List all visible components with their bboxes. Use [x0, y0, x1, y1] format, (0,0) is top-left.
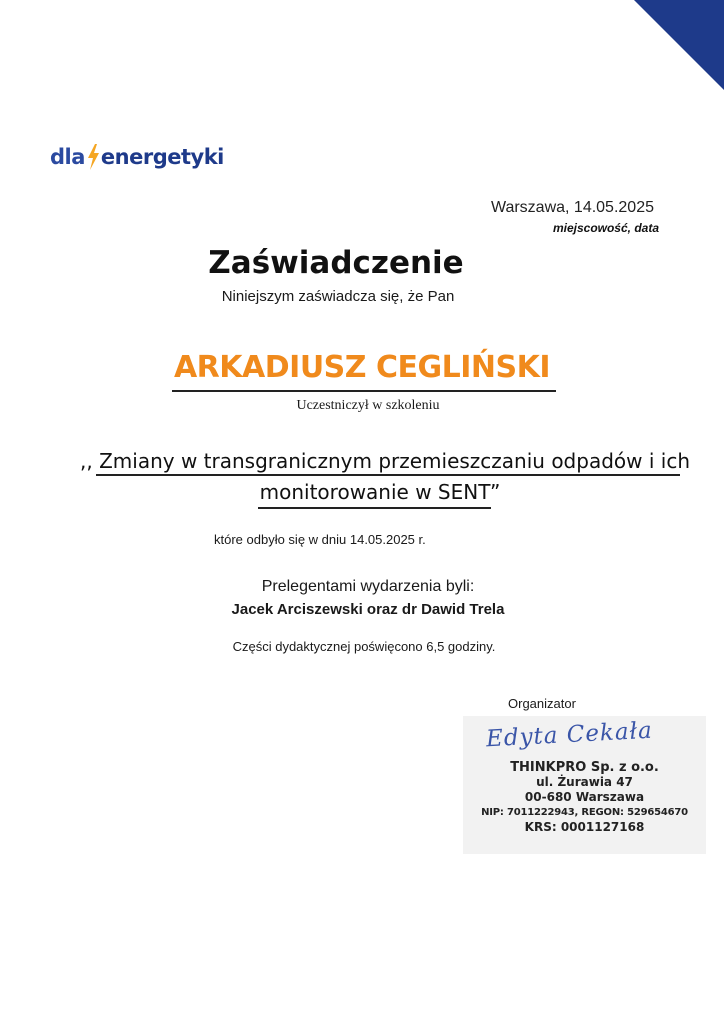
- logo: [50, 140, 224, 174]
- training-topic-line2: monitorowanie w SENT”: [259, 480, 501, 504]
- training-topic-line1: ,, Zmiany w transgranicznym przemieszczaniu odpadów i ich: [80, 449, 690, 473]
- place-date: Warszawa, 14.05.2025: [490, 199, 654, 216]
- held-on-date: które odbyło się w dniu 14.05.2025 r.: [214, 532, 426, 547]
- topic-underline-1: [96, 474, 680, 476]
- intro-text: Niniejszym zaświadcza się, że Pan: [221, 288, 455, 305]
- document-title: Zaświadczenie: [208, 245, 464, 281]
- stamp-company: THINKPRO Sp. z o.o.: [510, 760, 659, 775]
- training-hours: Części dydaktycznej poświęcono 6,5 godziny.: [232, 639, 496, 654]
- stamp-text: [463, 760, 706, 835]
- place-date-label: miejscowość, data: [552, 221, 659, 235]
- speakers-label: Prelegentami wydarzenia byli:: [261, 578, 475, 595]
- speakers-names: Jacek Arciszewski oraz dr Dawid Trela: [231, 601, 505, 618]
- participant-name: ARKADIUSZ CEGLIŃSKI: [173, 350, 551, 385]
- topic-underline-2: [258, 507, 491, 509]
- stamp-street: ul. Żurawia 47: [536, 775, 633, 789]
- organizer-label: Organizator: [508, 696, 576, 711]
- logo-text-part1: dla: [50, 145, 85, 169]
- logo-text-part2: energetyki: [100, 145, 224, 169]
- stamp-registry: NIP: 7011222943, REGON: 529654670: [481, 807, 688, 818]
- handwritten-signature: Edyta Cekała: [485, 717, 654, 753]
- stamp-krs: KRS: 0001127168: [524, 820, 645, 834]
- lightning-bolt-icon: [86, 144, 100, 170]
- stamp-city: 00-680 Warszawa: [524, 790, 645, 804]
- participation-text: Uczestniczył w szkoleniu: [296, 398, 440, 413]
- corner-decoration: [634, 0, 724, 90]
- name-underline: [172, 390, 556, 392]
